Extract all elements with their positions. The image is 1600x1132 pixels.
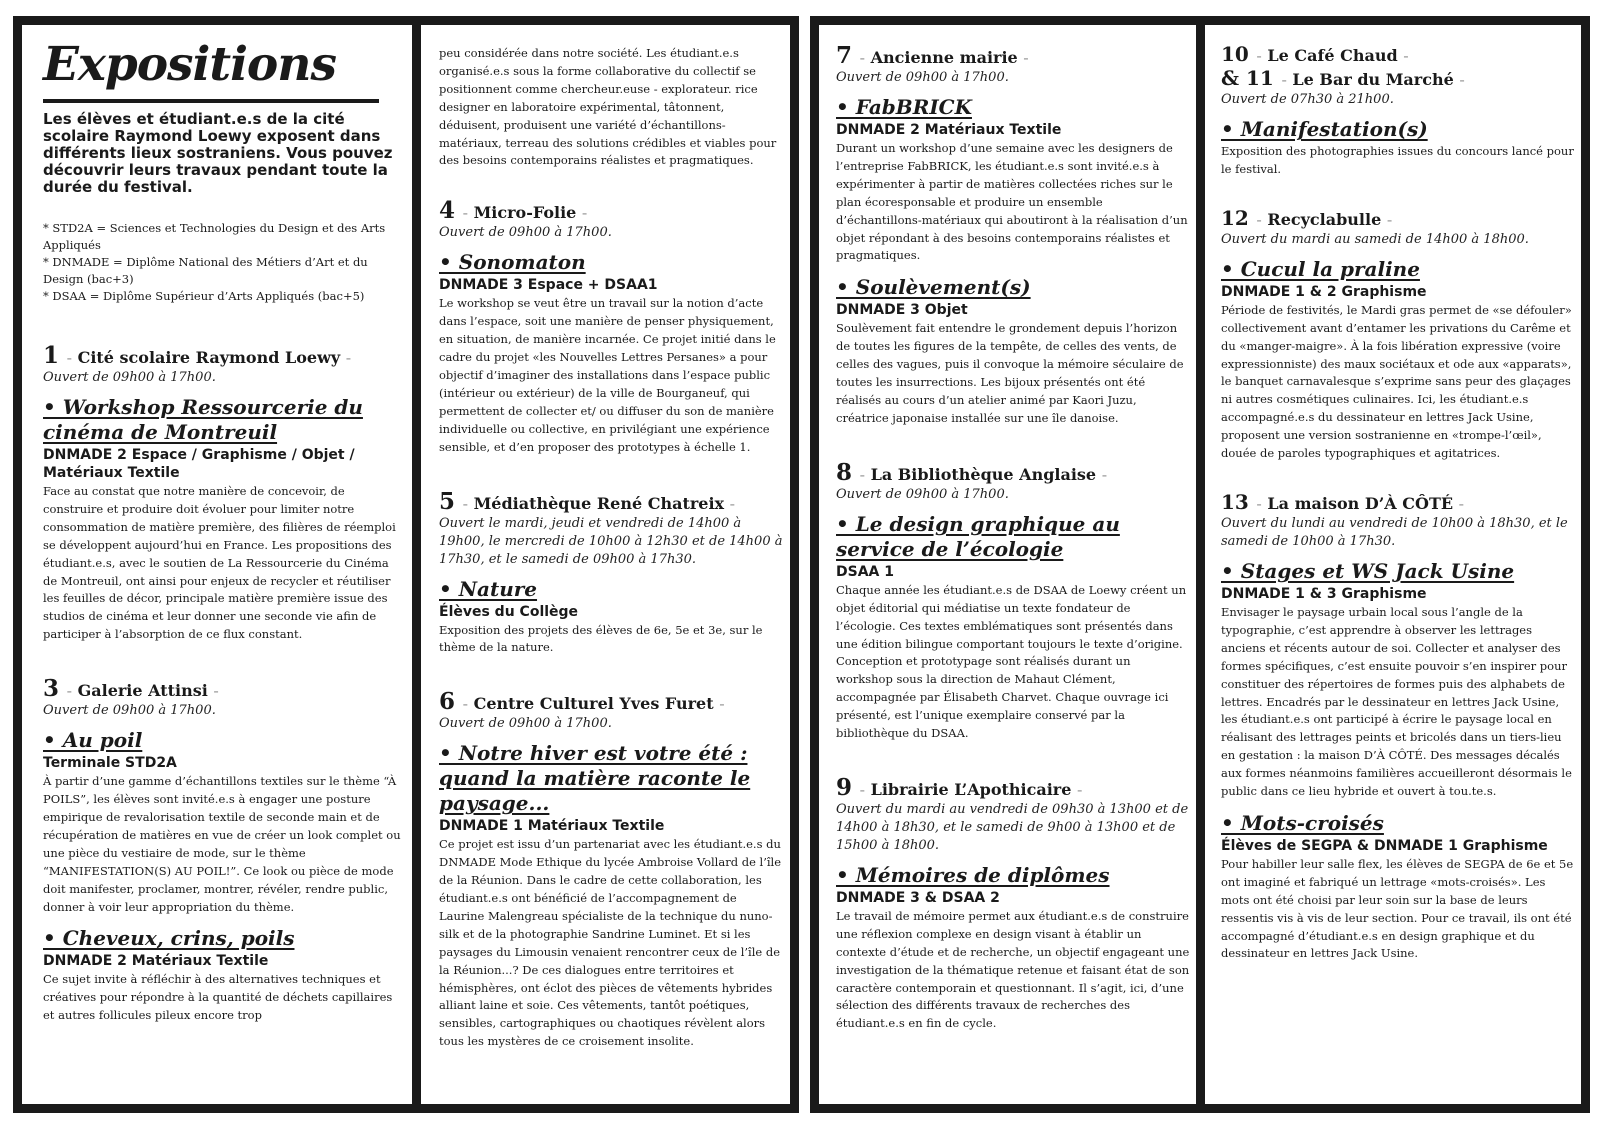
venue-heading: 12 - Recyclabulle -	[1221, 205, 1393, 230]
exhibit-description: Ce projet est issu d’un partenariat avec les étudiant.e.s du DNMADE Mode Ethique du lycée Ambroise Vollard de l’île de la Réunion. Dans le cadre de cette collaboration, les étudiant.e.s ont bénéficié de l’accompagnement de Laurine Malengreau spécialiste de la technique du nuno-silk et de la photographie Sandrine Luminet. Et si les paysages du Limousin venaient rencontrer ceux de l’île de la Réunion...? De ces dialogues entre territoires et hémisphères, ont éclot des pièces de vêtements hybrides alliant laine et soie. Ces vêtements, tantôt poétiques, sensibles, cartographiques ou chaotiques révèlent alors tous les mystères de ce croisement insolite.	[439, 837, 782, 1049]
venue-12	[1221, 207, 1575, 463]
exhibit-description: Exposition des projets des élèves de 6e, 5e et 3e, sur le thème de la nature.	[439, 622, 763, 655]
venue-number: 7	[836, 42, 853, 69]
exhibit-description: Exposition des photographies issues du concours lancé pour le festival.	[1221, 144, 1574, 176]
exhibit-title: • Stages et WS Jack Usine	[1221, 558, 1515, 583]
venue-heading: 9 - Librairie L’Apothicaire -	[836, 773, 1083, 801]
glossary-notes	[43, 220, 404, 305]
exhibit-program: Terminale STD2A	[43, 755, 177, 772]
exhibit-title: • Soulèvement(s)	[836, 275, 1031, 300]
exhibit-description: Envisager le paysage urbain local sous l’angle de la typographie, c’est apprendre à observer les lettrages anciens et récents autour de soi. Collecter et analyser des formes spécifiques, c’est ensuite pouvoir s’en inspirer pour constituer des répertoires de formes puis des alphabets de lettres. Encadrés par le dessinateur en lettres Jack Usine, les étudiant.e.s ont participé à écrire le paysage local en réalisant des lettrages peints et bricolés dans un tiers-lieu en gestation : la maison D’À CÔTÉ. Des messages décalés aux formes néanmoins familières accueilleront désormais le public dans ce lieu hybride et ouvert à tou.te.s.	[1221, 604, 1572, 799]
venue-hours: Ouvert de 09h00 à 17h00.	[43, 370, 216, 385]
exhibit-title: • FabBRICK	[836, 95, 972, 119]
exhibit-program: DNMADE 1 & 2 Graphisme	[1221, 283, 1427, 300]
exhibit-program: DNMADE 1 Matériaux Textile	[439, 818, 665, 835]
venue-number: 6	[439, 688, 456, 716]
exhibit-title: • Notre hiver est votre été : quand la matière raconte le paysage...	[439, 741, 751, 816]
exhibit	[43, 728, 404, 916]
intro-text: Les élèves et étudiant.e.s de la cité scolaire Raymond Loewy exposent dans différents lieux sostraniens. Vous pouvez découvrir leurs travaux pendant toute la durée du festival.	[43, 110, 393, 196]
venue-heading: 6 - Centre Culturel Yves Furet -	[439, 688, 725, 716]
venue-name: Ancienne mairie	[870, 48, 1018, 67]
exhibit-title: • Mots-croisés	[1221, 810, 1384, 835]
column-4	[1205, 25, 1581, 1104]
venue-hours: Ouvert de 09h00 à 17h00.	[439, 225, 612, 241]
venue-13	[1221, 491, 1575, 963]
exhibit	[439, 250, 784, 456]
note-dnmade: * DNMADE = Diplôme National des Métiers d’Art et du Design (bac+3)	[43, 255, 368, 286]
exhibit	[43, 395, 404, 644]
exhibit	[836, 863, 1190, 1033]
venue-name: Cité scolaire Raymond Loewy	[77, 348, 341, 367]
exhibit-program: DNMADE 3 & DSAA 2	[836, 889, 1000, 906]
exhibit-title: • Au poil	[43, 728, 143, 753]
exhibit-program: DNMADE 2 Espace / Graphisme / Objet / Matériaux Textile	[43, 447, 355, 481]
exhibit-title: • Cheveux, crins, poils	[43, 926, 295, 951]
exhibit-description: Période de festivités, le Mardi gras permet de «se défouler» collectivement avant d’entamer les privations du Carême et du «manger-maigre». À la fois libération expressive (voire expressionniste) des maux sociétaux et ode aux «apparats», le banquet carnavalesque s’exprime sans peur des glaçages ni autres cosmétiques culinaires. Ici, les étudiant.e.s accompagné.e.s du dessinateur en lettres Jack Usine, proposent une version sostranienne en «trompe-l’œil», douée de paroles typographiques et agitatrices.	[1221, 302, 1572, 461]
venue-hours: Ouvert de 09h00 à 17h00.	[43, 703, 216, 719]
venue-name: Micro-Folie	[473, 203, 577, 223]
exhibit-title: • Mémoires de diplômes	[836, 862, 1110, 887]
venue-name: Recyclabulle	[1267, 209, 1382, 229]
venue-number: 8	[836, 458, 853, 486]
venue-name: Centre Culturel Yves Furet	[473, 694, 714, 714]
exhibit-description: Le workshop se veut être un travail sur la notion d’acte dans l’espace, soit une manière de penser physiquement, en situation, de manière incarnée. Ce projet initié dans le cadre du projet «les Nouvelles Lettres Persanes» a pour objectif d’imaginer des installations dans l’espace public (intérieur ou extérieur) de la ville de Bourganeuf, qui permettent de collecter et/ ou diffuser du son de manière individuelle ou collective, en privilégiant une expérience sensible, et d’en proposer des prototypes à échelle 1.	[439, 296, 776, 454]
exhibit-program: DNMADE 3 Espace + DSAA1	[439, 277, 658, 294]
venue-name: Librairie L’Apothicaire	[870, 779, 1072, 799]
venue-5	[439, 487, 784, 658]
venue-name: La Bibliothèque Anglaise	[870, 464, 1097, 484]
venue-number: 9	[836, 773, 853, 801]
exhibit-title: • Sonomaton	[439, 250, 586, 275]
right-panel	[810, 16, 1590, 1113]
venue-hours: Ouvert du lundi au vendredi de 10h00 à 18h30, et le samedi de 10h00 à 17h30.	[1221, 515, 1568, 549]
venue-heading: 3 - Galerie Attinsi -	[43, 675, 219, 703]
exhibit-description: Soulèvement fait entendre le grondement depuis l’horizon de toutes les figures de la tempête, de celles des vents, de celles des vagues, puis il convoque la mémoire séculaire de toutes les insurrections. Les bijoux présentés ont été réalisés au cours d’un atelier animé par Kaori Juzu, créatrice japonaise installée sur une île danoise.	[836, 321, 1184, 425]
exhibit	[836, 95, 1190, 265]
venue-number: 4	[439, 197, 456, 225]
page-title: Expositions	[43, 37, 336, 92]
exhibit	[439, 741, 784, 1051]
exhibit	[1221, 117, 1575, 179]
exhibit-title: • Manifestation(s)	[1221, 117, 1428, 141]
column-divider	[1196, 25, 1205, 1104]
exhibit-description: Durant un workshop d’une semaine avec les designers de l’entreprise FabBRICK, les étudiant.e.s sont invité.e.s à expérimenter à partir de matières collectées riches sur le plan écoresponsable et produire un ensemble d’échantillons-matériaux qui aboutiront à la réalisation d’un objet répondant à des besoins contemporains réalistes et pragmatiques.	[836, 141, 1188, 263]
venue-hours: Ouvert du mardi au samedi de 14h00 à 18h00.	[1221, 231, 1529, 247]
venue-number: 1	[43, 342, 60, 369]
exhibit	[1221, 257, 1575, 463]
exhibit	[439, 577, 784, 658]
venue-number: & 11	[1221, 66, 1274, 90]
venue-hours: Ouvert de 07h30 à 21h00.	[1221, 92, 1394, 107]
exhibit-program: DNMADE 3 Objet	[836, 302, 968, 319]
exhibit-description: Le travail de mémoire permet aux étudiant.e.s de construire une réflexion complexe en design visant à établir un contexte d’étude et de recherche, un objectif engageant une investigation de la thématique retenue et faisant état de son caractère contemporain et questionnant. Il s’agit, ici, d’une sélection des différents travaux de recherches des étudiant.e.s en fin de cycle.	[836, 908, 1190, 1031]
continued-text: peu considérée dans notre société. Les étudiant.e.s organisé.e.s sous la forme collaborative du collectif se positionnent comme chercheur.euse - explorateur. rice designer en laboratoire expérimental, tâtonnent, déduisent, produisent une variété d’échantillons-matériaux, terreau des solutions crédibles et viables pour des besoins contemporains réalistes et pragmatiques.	[439, 46, 777, 168]
venue-4	[439, 197, 784, 456]
venue-name: Médiathèque René Chatreix	[473, 493, 725, 513]
column-1	[22, 25, 412, 1104]
exhibit-program: DSAA 1	[836, 563, 894, 580]
venue-hours: Ouvert de 09h00 à 17h00.	[836, 70, 1009, 85]
venue-heading: & 11 - Le Bar du Marché -	[1221, 66, 1465, 90]
venue-hours: Ouvert de 09h00 à 17h00.	[836, 486, 1009, 502]
venue-hours: Ouvert de 09h00 à 17h00.	[439, 716, 612, 732]
exhibit	[836, 275, 1190, 427]
venue-heading: 4 - Micro-Folie -	[439, 197, 588, 225]
exhibit	[1221, 559, 1575, 801]
note-dsaa: * DSAA = Diplôme Supérieur d’Arts Appliqués (bac+5)	[43, 289, 365, 303]
venue-hours: Ouvert du mardi au vendredi de 09h30 à 13h00 et de 14h00 à 18h30, et le samedi de 9h00 à 13h00 et de 15h00 à 18h00.	[836, 801, 1189, 853]
exhibit-program: DNMADE 2 Matériaux Textile	[43, 953, 269, 970]
venue-7	[836, 42, 1190, 428]
exhibit-title: • Le design graphique au service de l’écologie	[836, 511, 1120, 561]
venue-heading: 10 - Le Café Chaud -	[1221, 42, 1409, 66]
exhibit-program: DNMADE 1 & 3 Graphisme	[1221, 585, 1427, 602]
exhibit-title: • Workshop Ressourcerie du cinéma de Montreuil	[43, 395, 363, 444]
venue-heading: 13 - La maison D’À CÔTÉ -	[1221, 489, 1465, 514]
exhibit-program: DNMADE 2 Matériaux Textile	[836, 122, 1062, 138]
venue-number: 5	[439, 487, 456, 515]
exhibit-title: • Nature	[439, 576, 538, 601]
venue-1	[43, 342, 404, 644]
venue-heading: 1 - Cité scolaire Raymond Loewy -	[43, 342, 352, 369]
venue-hours: Ouvert le mardi, jeudi et vendredi de 14h00 à 19h00, le mercredi de 10h00 à 12h30 et de 14h00 à 17h30, et le samedi de 09h00 à 17h30.	[439, 515, 783, 567]
exhibit-program: Élèves du Collège	[439, 603, 579, 620]
venue-6	[439, 688, 784, 1051]
exhibit-description: À partir d’une gamme d’échantillons textiles sur le thème “À POILS”, les élèves sont invité.e.s à engager une posture empirique de revalorisation textile de seconde main et de récupération de matières en vue de créer un look complet ou une pièce du vestiaire de mode, sur le thème “MANIFESTATION(S) AU POIL!”. Ce look ou pièce de mode doit manifester, proclamer, montrer, révéler, rendre public, donner à voir leur appropriation du thème.	[43, 774, 401, 914]
left-panel	[13, 16, 799, 1113]
venue-name: Galerie Attinsi	[77, 681, 208, 701]
exhibit-description: Face au constat que notre manière de concevoir, de construire et produire doit évoluer pour limiter notre consommation de matière première, des filières de réemploi se développent aujourd’hui en France. Les propositions des étudiant.e.s, avec le soutien de La Ressourcerie du Cinéma de Montreuil, ont ainsi pour enjeux de recycler et réutiliser les feuilles de décor, principale matière première issue des studios de cinéma et leur donner une seconde vie afin de participer à l’absorption de ce flux constant.	[43, 484, 396, 642]
venue-name: Le Bar du Marché	[1292, 70, 1454, 89]
exhibit	[43, 926, 404, 1025]
exhibit	[1221, 811, 1575, 963]
column-divider	[412, 25, 421, 1104]
exhibit-description: Pour habiller leur salle flex, les élèves de SEGPA de 6e et 5e ont imaginé et fabriqué un lettrage «mots-croisés». Les mots ont été choisi par leur soin sur la base de leurs ressentis vis à vis de leur section. Pour ce travail, ils ont été accompagné d’étudiant.e.s en design graphique et du dessinateur en lettres Jack Usine.	[1221, 856, 1574, 961]
exhibit-description: Ce sujet invite à réfléchir à des alternatives techniques et créatives pour répondre à la quantité de déchets capillaires et autres follicules pileux encore trop	[43, 972, 393, 1023]
note-std2a: * STD2A = Sciences et Technologies du Design et des Arts Appliqués	[43, 221, 386, 252]
title-rule	[43, 99, 379, 103]
venue-number: 3	[43, 675, 60, 703]
venue-heading: 5 - Médiathèque René Chatreix -	[439, 487, 736, 515]
venue-heading: 7 - Ancienne mairie -	[836, 42, 1029, 69]
venue-heading: 8 - La Bibliothèque Anglaise -	[836, 458, 1108, 486]
venue-name: La maison D’À CÔTÉ	[1267, 493, 1454, 513]
venue-name: Le Café Chaud	[1267, 46, 1398, 65]
venue-number: 10	[1221, 42, 1249, 66]
exhibit-description: Chaque année les étudiant.e.s de DSAA de Loewy créent un objet éditorial qui médiatise un texte fondateur de l’écologie. Ces textes emblématiques sont présentés dans une édition bilingue comportant toujours le texte d’origine. Conception et prototypage sont réalisés durant un workshop sous la direction de Mahaut Clément, accompagnée par Élisabeth Charvet. Chaque ouvrage ici présenté, est l’unique exemplaire conservé par la bibliothèque du DSAA.	[836, 582, 1187, 741]
exhibit-program: Élèves de SEGPA & DNMADE 1 Graphisme	[1221, 837, 1548, 854]
venue-10-11	[1221, 43, 1575, 179]
column-3	[819, 25, 1196, 1104]
venue-3	[43, 675, 404, 1025]
venue-8	[836, 458, 1190, 743]
exhibit	[836, 512, 1190, 743]
venue-9	[836, 773, 1190, 1033]
exhibit-title: • Cucul la praline	[1221, 256, 1420, 281]
column-2	[421, 25, 790, 1104]
venue-number: 13	[1221, 489, 1249, 514]
venue-number: 12	[1221, 205, 1249, 230]
